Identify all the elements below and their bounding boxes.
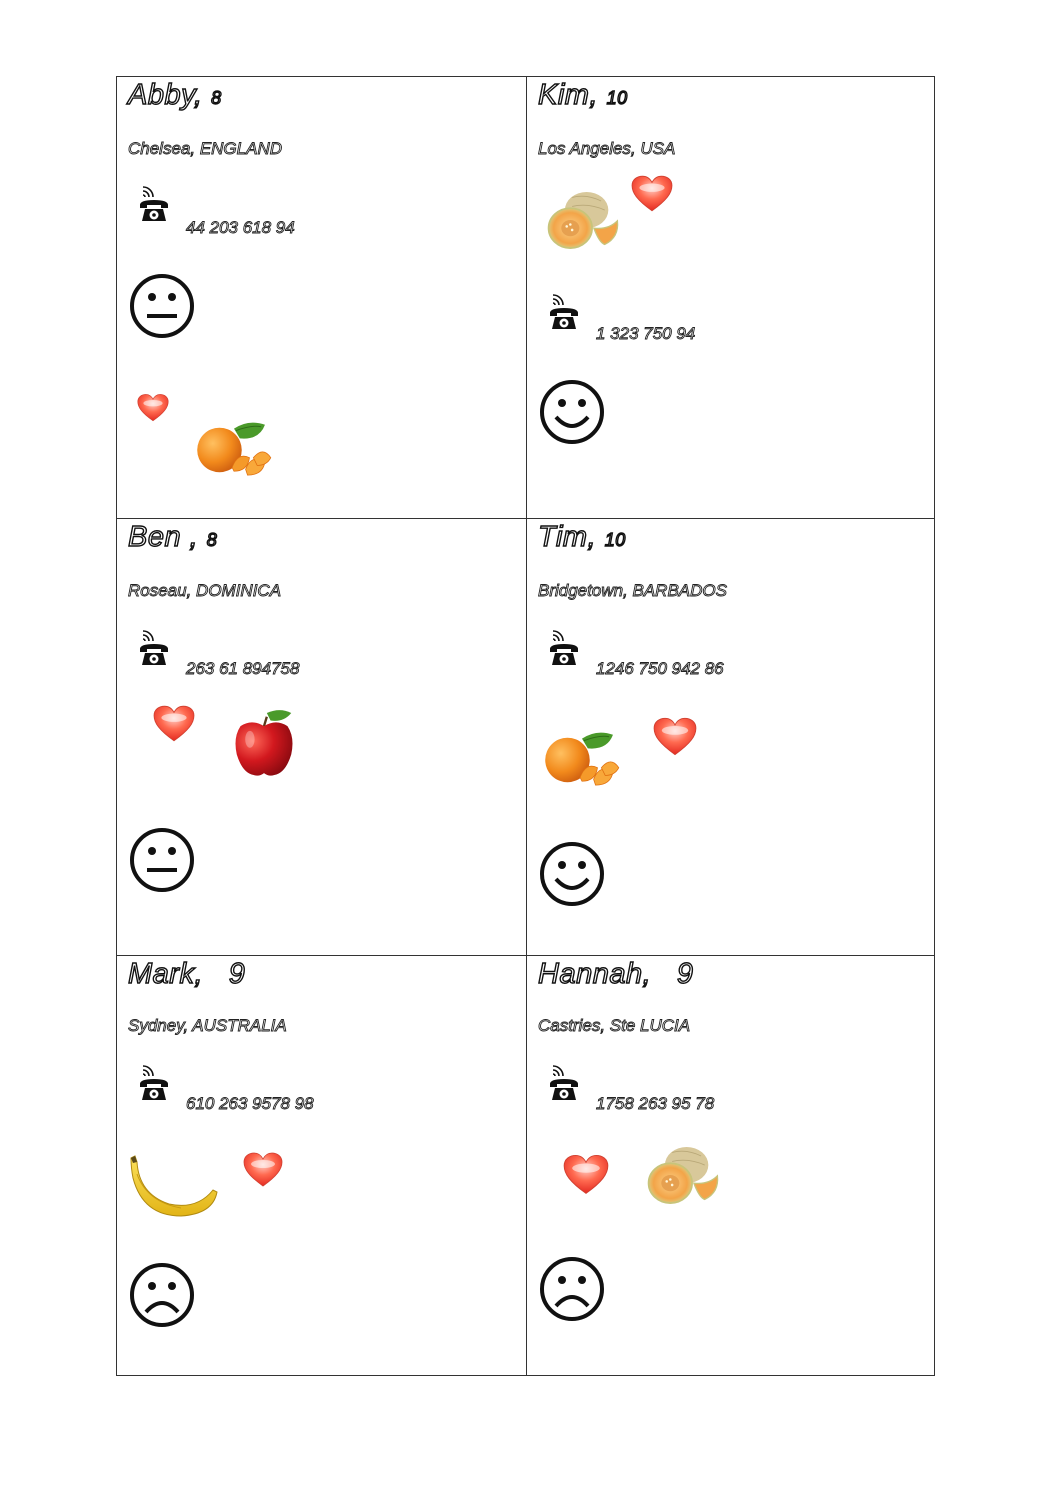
card-sheet	[116, 76, 935, 1376]
card-city: Los Angeles, USA	[538, 139, 676, 158]
card-phone: 1246 750 942 86	[596, 659, 724, 678]
heart-icon	[653, 717, 697, 757]
card-phone: 610 263 9578 98	[186, 1094, 314, 1113]
melon-icon	[645, 1142, 721, 1208]
banana-icon	[125, 1154, 221, 1218]
profile-card-ben	[117, 519, 526, 955]
heart-icon	[243, 1152, 283, 1188]
card-city: Sydney, AUSTRALIA	[128, 1016, 287, 1035]
card-name: Abby, 8	[128, 79, 222, 111]
heart-icon	[153, 705, 195, 743]
card-phone: 1 323 750 94	[596, 324, 696, 343]
heart-icon	[137, 391, 169, 425]
heart-icon	[563, 1154, 609, 1196]
phone-icon	[547, 1064, 581, 1104]
card-city: Chelsea, ENGLAND	[128, 139, 283, 158]
happy-face-icon	[539, 379, 605, 445]
tangerine-icon	[543, 729, 621, 789]
sad-face-icon	[129, 1262, 195, 1328]
profile-card-hannah	[527, 956, 936, 1376]
phone-icon	[547, 629, 581, 669]
neutral-face-icon	[129, 827, 195, 893]
heart-icon	[631, 175, 673, 213]
happy-face-icon	[539, 841, 605, 907]
tangerine-icon	[195, 419, 273, 479]
card-name: Ben , 8	[128, 521, 218, 553]
card-name: Kim, 10	[538, 79, 628, 111]
profile-card-mark	[117, 956, 526, 1376]
sad-face-icon	[539, 1256, 605, 1322]
card-name: Tim, 10	[538, 521, 626, 553]
phone-icon	[137, 1064, 171, 1104]
card-city: Roseau, DOMINICA	[128, 581, 282, 600]
neutral-face-icon	[129, 273, 195, 339]
card-name: Hannah, 9	[538, 958, 694, 990]
card-phone: 44 203 618 94	[186, 218, 295, 237]
melon-icon	[545, 187, 621, 253]
card-phone: 263 61 894758	[186, 659, 300, 678]
card-phone: 1758 263 95 78	[596, 1094, 715, 1113]
apple-icon	[233, 709, 295, 779]
phone-icon	[547, 293, 581, 333]
card-name: Mark, 9	[128, 958, 246, 990]
card-city: Bridgetown, BARBADOS	[538, 581, 727, 600]
profile-card-kim	[527, 77, 936, 518]
card-city: Castries, Ste LUCIA	[538, 1016, 691, 1035]
phone-icon	[137, 185, 171, 225]
phone-icon	[137, 629, 171, 669]
profile-card-tim	[527, 519, 936, 955]
profile-card-abby	[117, 77, 526, 518]
